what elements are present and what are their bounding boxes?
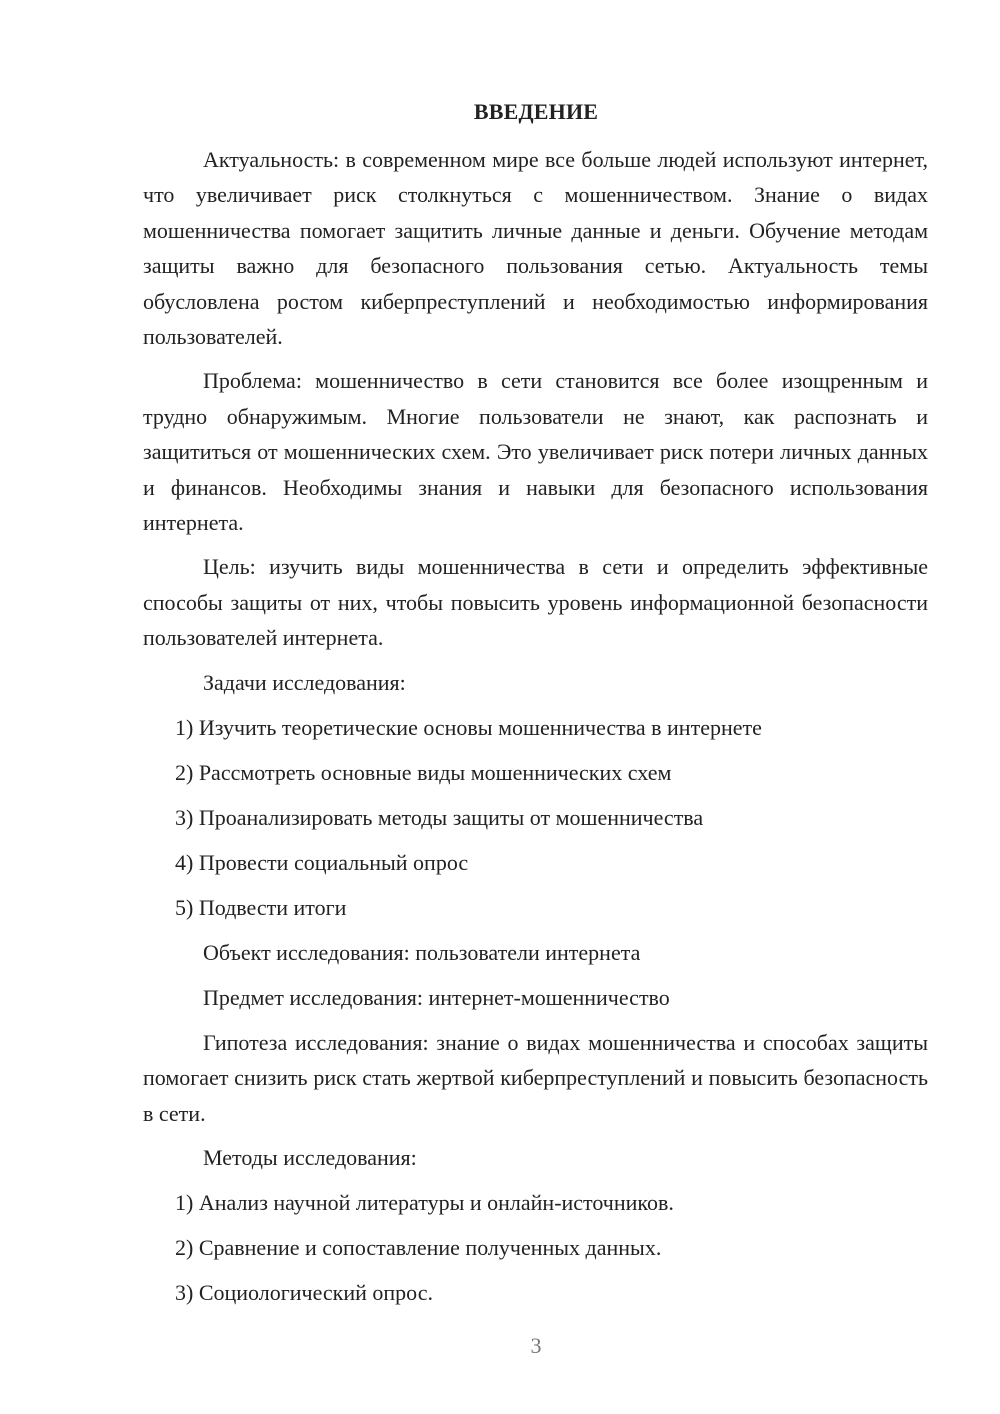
task-item: 2) Рассмотреть основные виды мошеннических схем [175,759,672,785]
task-item: 4) Провести социальный опрос [175,849,469,875]
method-item: 2) Сравнение и сопоставление полученных данных. [175,1234,662,1260]
page-number: 3 [530,1333,542,1358]
methods-heading: Методы исследования: [203,1144,417,1170]
method-item: 1) Анализ научной литературы и онлайн-источников. [175,1189,674,1215]
relevance-paragraph: Актуальность: в современном мире все больше людей используют интернет, что увеличивает риск столкнуться с мошенничеством. Знание о видах мошенничества помогает защитить личные данные и деньги. Обучение методам защиты важно для безопасного пользования сетью. Актуальность темы обусловлена ростом киберпреступлений и необходимостью информирования пользователей. [143,147,928,350]
tasks-heading: Задачи исследования: [203,669,406,695]
task-item: 5) Подвести итоги [175,894,347,920]
section-title: ВВЕДЕНИЕ [473,99,599,124]
goal-paragraph: Цель: изучить виды мошенничества в сети и определить эффективные способы защиты от них, чтобы повысить уровень информационной безопасности пользователей интернета. [143,554,928,651]
problem-paragraph: Проблема: мошенничество в сети становится все более изощренным и трудно обнаружимым. Многие пользователи не знают, как распознать и защититься от мошеннических схем. Это увеличивает риск потери личных данных и финансов. Необходимы знания и навыки для безопасного использования интернета. [143,368,928,536]
hypothesis-paragraph: Гипотеза исследования: знание о видах мошенничества и способах защиты помогает снизить риск стать жертвой киберпреступлений и повысить безопасность в сети. [143,1029,928,1126]
method-item: 3) Социологический опрос. [175,1279,433,1305]
task-item: 1) Изучить теоретические основы мошенничества в интернете [175,714,762,740]
research-object: Объект исследования: пользователи интернета [203,939,641,965]
research-subject: Предмет исследования: интернет-мошенничество [203,984,670,1010]
document-body [143,142,928,1311]
task-item: 3) Проанализировать методы защиты от мошенничества [175,804,704,830]
